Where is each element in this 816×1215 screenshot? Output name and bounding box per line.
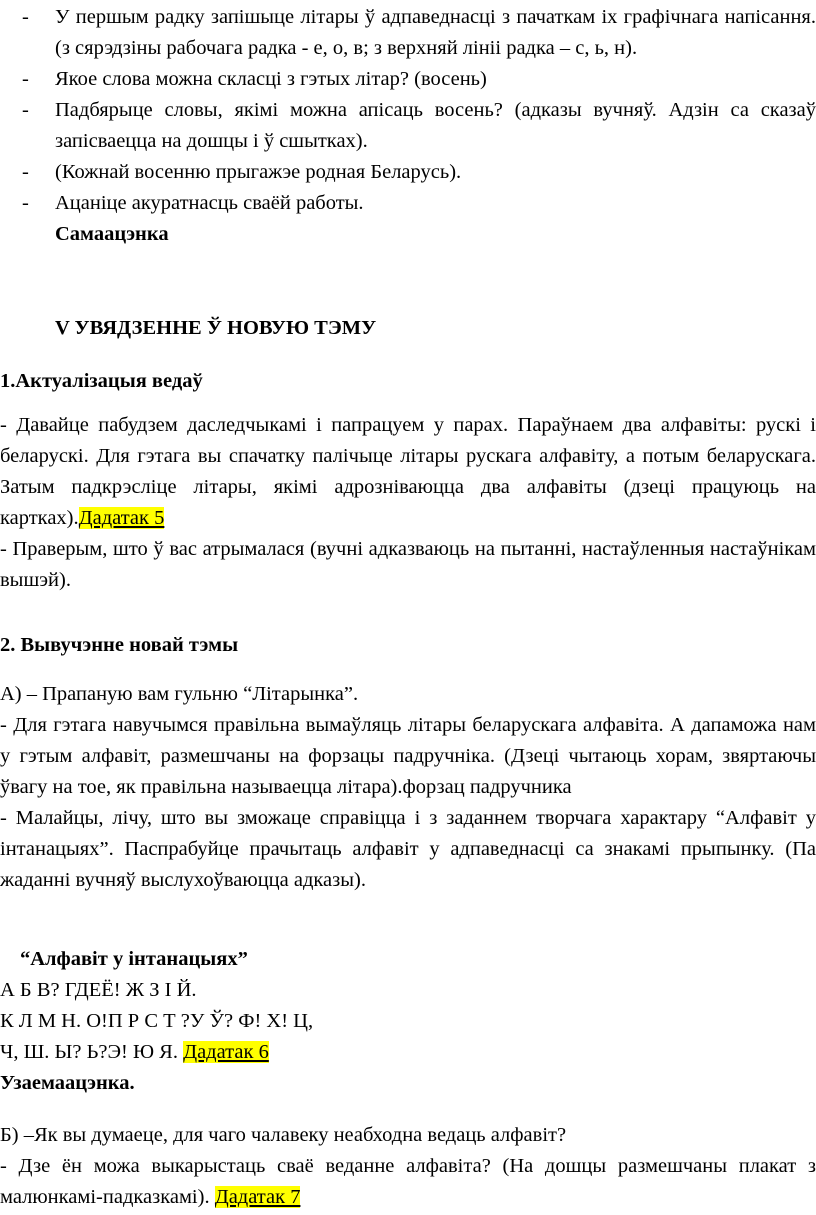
dash-marker: - [22,99,29,121]
poem-block [0,944,816,1099]
list-item-text: Падбярыце словы, якімі можна апісаць восень? (адказы вучняў. Адзін са сказаў запісваецца на дошцы і ў сшытках). [55,99,816,152]
list-item [0,188,816,219]
poem-line: К Л М Н. О!П Р С Т ?У Ў? Ф! Х! Ц, [0,1010,314,1032]
study-heading-text: . Вывучэнне новай тэмы [10,634,239,656]
list-item [0,157,816,188]
study-block [0,679,816,896]
intonation-task: - Малайцы, лічу, што вы зможаце справіцца і з заданнем творчага характару “Алфавіт у інтанацыях”. Паспрабуйце прачытаць алфавіт у адпаведнасці са знакамі прыпынку. (Па жаданні вучняў выслухоўваюцца адказы). [0,807,816,891]
game-intro: А) – Прапаную вам гульню “Літарынка”. [0,683,359,705]
appendix-7-link[interactable]: Дадатак 7 [214,1186,301,1208]
dash-marker: - [22,68,29,90]
task-list [0,2,816,250]
check-text: - Праверым, што ў вас атрымалася (вучні адказваюць на пытанні, настаўленныя настаўнікам вышэй). [0,538,816,591]
list-item-text: (Кожнай восенню прыгажэе родная Беларусь). [55,161,462,183]
self-assessment-label: Самаацэнка [55,223,169,245]
appendix-5-link[interactable]: Дадатак 5 [78,507,165,529]
list-item [0,95,816,157]
study-heading-number: 2 [0,634,11,656]
actualization-block [0,410,816,596]
dash-marker: - [22,192,29,214]
where-text: - Дзе ён можа выкарыстаць сваё веданне алфавіта? (На дошцы размешчаны плакат з малюнкамі-падказкамі). [0,1155,816,1208]
alphabet-text: - Для гэтага навучымся правільна вымаўляць літары беларускага алфавіта. А дапаможа нам у гэтым алфавіт, размешчаны на форзацы падручніка. (Дзеці чытаюць хорам, звяртаючы ўвагу на тое, як правільна называецца літара). [0,714,816,798]
actualization-heading: 1.Актуалізацыя ведаў [0,370,203,392]
study-heading [0,630,816,661]
poem-line: А Б В? ГДЕЁ! Ж З І Й. [0,979,197,1001]
actualization-text: - Давайце пабудзем даследчыкамі і папрацуем у парах. Параўнаем два алфавіты: рускі і беларускі. Для гэтага вы спачатку палічыце літары рускага алфавіту, а потым беларускага. Затым падкрэсліце літары, якімі адрозніваюцца два алфавіты (дзеці працуюць на картках). [0,414,816,529]
list-item-text: Якое слова можна скласці з гэтых літар? (восень) [55,68,487,90]
question-b: Б) –Як вы думаеце, для чаго чалавеку неабходна ведаць алфавіт? [0,1124,567,1146]
section-title: V УВЯДЗЕННЕ Ў НОВУЮ ТЭМУ [55,317,377,339]
poem-title: “Алфавіт у інтанацыях” [20,948,248,970]
dash-marker: - [22,6,29,28]
list-item [0,64,816,95]
list-item [0,2,816,64]
dash-marker: - [22,161,29,183]
alphabet-usage-block [0,1120,816,1213]
list-item-text: Ацаніце акуратнасць сваёй работы. [55,192,364,214]
mutual-assessment-label: Узаемаацэнка. [0,1072,135,1094]
poem-line: Ч, Ш. Ы? Ь?Э! Ю Я. [0,1041,178,1063]
appendix-6-link[interactable]: Дадатак 6 [183,1041,269,1063]
flyleaf-link[interactable]: форзац падручника [402,776,572,798]
list-item-text: У першым радку запішыце літары ў адпаведнасці з пачаткам іх графічнага напісання. (з сярэдзіны рабочага радка - е, о, в; з верхняй лініі радка – с, ь, н). [55,6,816,59]
